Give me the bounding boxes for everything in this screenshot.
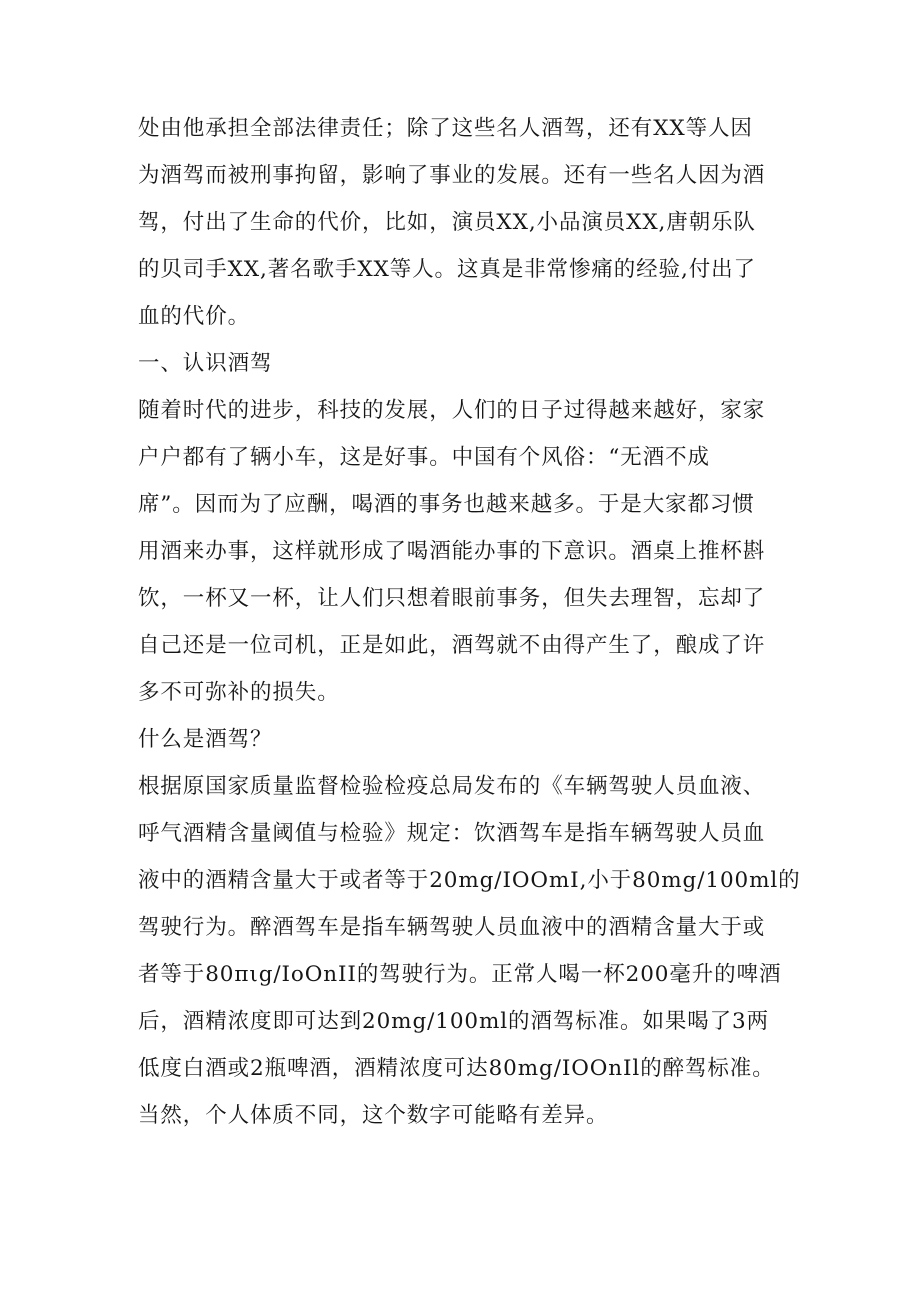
paragraph-line: 自己还是一位司机，正是如此，酒驾就不由得产生了，酿成了许 — [138, 633, 766, 658]
paragraph-line: 席”。因而为了应酬，喝酒的事务也越来越多。于是大家都习惯 — [138, 492, 755, 517]
paragraph-line: 的贝司手XX,著名歌手XX等人。这真是非常惨痛的经验,付出了 — [138, 257, 756, 282]
paragraph-line: 低度白酒或2瓶啤酒，酒精浓度可达80mg∕IOOnIl的醉驾标准。 — [138, 1056, 775, 1081]
paragraph-line: 当然，个人体质不同，这个数字可能略有差异。 — [138, 1103, 609, 1128]
paragraph-line: 为酒驾而被刑事拘留，影响了事业的发展。还有一些名人因为酒 — [138, 163, 766, 188]
paragraph-line: 饮，一杯又一杯，让人们只想着眼前事务，但失去理智，忘却了 — [138, 586, 766, 611]
paragraph-line: 处由他承担全部法律责任；除了这些名人酒驾，还有XX等人因 — [138, 116, 753, 141]
document-body — [138, 105, 801, 1139]
paragraph-line: 呼气酒精含量阈值与检验》规定：饮酒驾车是指车辆驾驶人员血 — [138, 821, 766, 846]
paragraph-line: 驾，付出了生命的代价，比如，演员XX,小品演员XX,唐朝乐队 — [138, 210, 756, 235]
paragraph-line: 根据原国家质量监督检验检疫总局发布的《车辆驾驶人员血液、 — [138, 774, 766, 799]
paragraph-line: 驾驶行为。醉酒驾车是指车辆驾驶人员血液中的酒精含量大于或 — [138, 915, 766, 940]
paragraph-line: 血的代价。 — [138, 304, 251, 329]
paragraph-line: 多不可弥补的损失。 — [138, 680, 340, 705]
section-heading: 一、认识酒驾 — [138, 351, 273, 376]
paragraph-line: 随着时代的进步，科技的发展，人们的日子过得越来越好，家家 — [138, 398, 766, 423]
paragraph-line: 液中的酒精含量大于或者等于20mg∕IOOmI,小于80mg∕100ml的 — [138, 868, 801, 893]
paragraph-line: 者等于80πιg∕IoOnII的驾驶行为。正常人喝一杯200毫升的啤酒 — [138, 962, 782, 987]
paragraph-line: 后，酒精浓度即可达到20mg∕100ml的酒驾标准。如果喝了3两 — [138, 1009, 770, 1034]
paragraph-line: 户户都有了辆小车，这是好事。中国有个风俗：“无酒不成 — [138, 445, 710, 470]
question-heading: 什么是酒驾？ — [138, 727, 273, 752]
paragraph-line: 用酒来办事，这样就形成了喝酒能办事的下意识。酒桌上推杯斟 — [138, 539, 766, 564]
